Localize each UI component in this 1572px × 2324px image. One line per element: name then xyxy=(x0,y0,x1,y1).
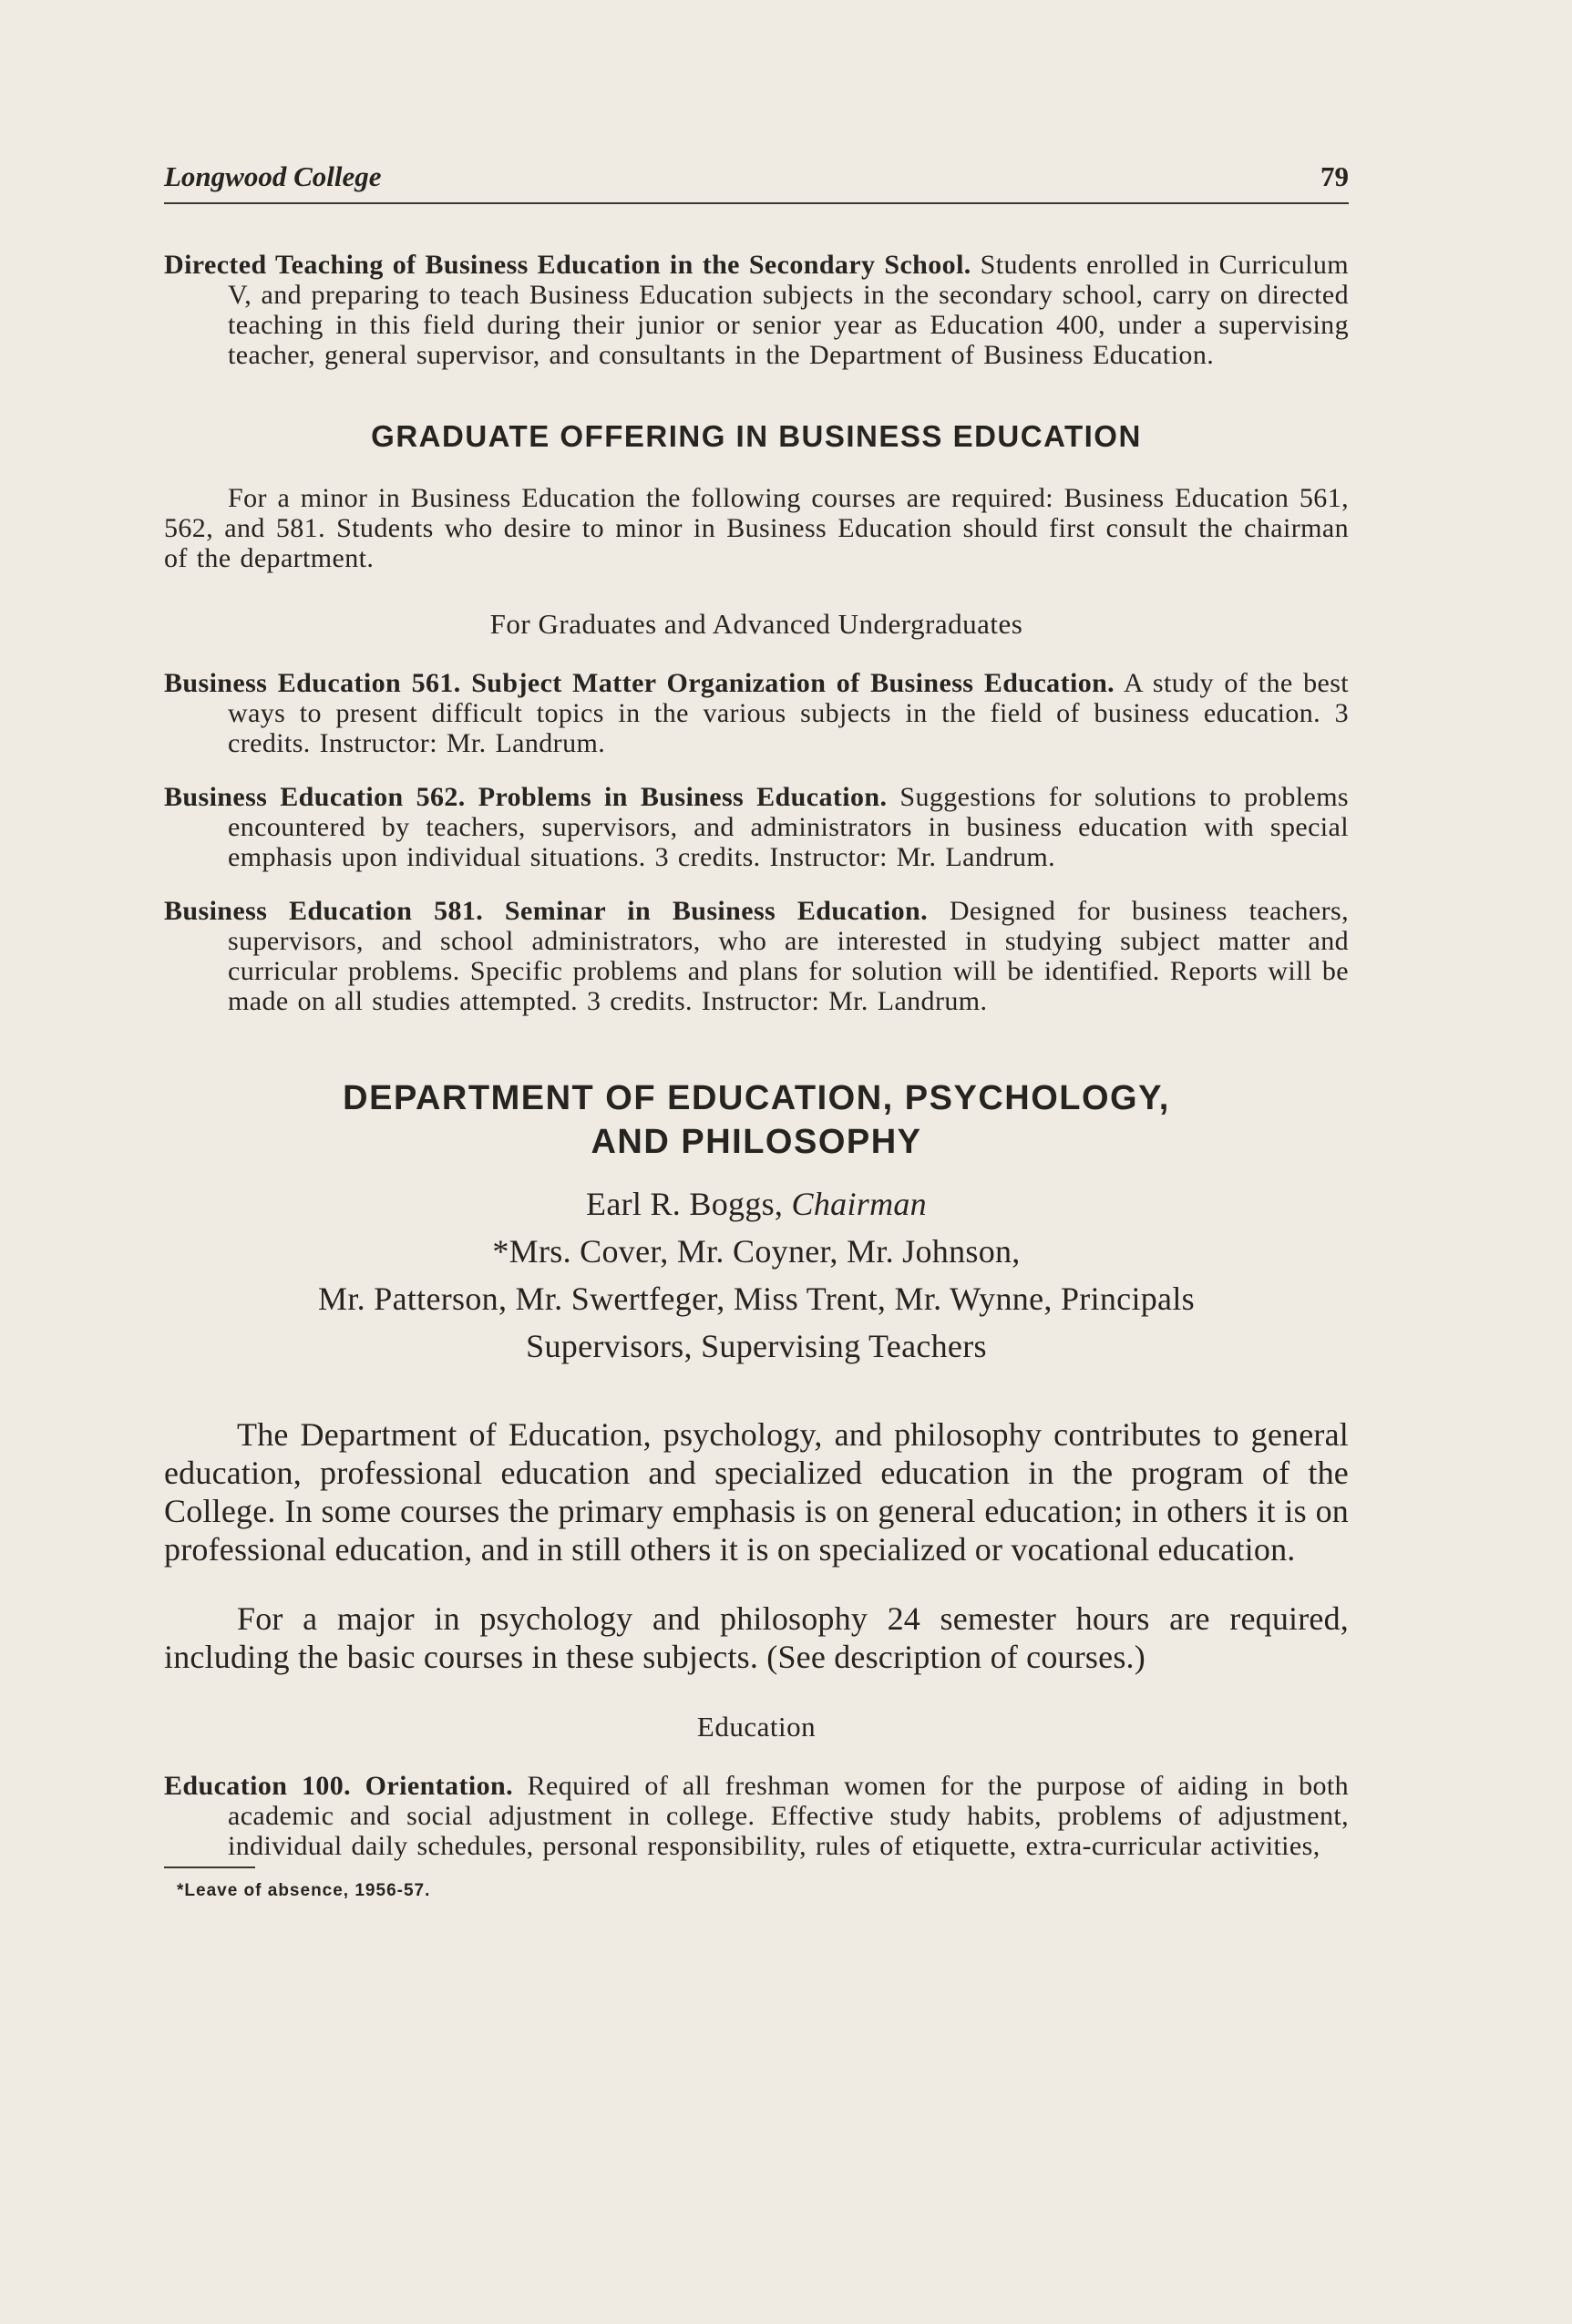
graduates-subheading: For Graduates and Advanced Undergraduates xyxy=(489,608,1023,640)
chair-role: Chairman xyxy=(791,1186,927,1222)
graduate-offering-paragraph: For a minor in Business Education the following courses are required: Business Education 561, 562, and 581. Students who desire to minor in Business Education should first consult the chairman of the department. xyxy=(164,483,1349,573)
course-heading: Business Education 581. Seminar in Business Education. xyxy=(164,896,929,926)
course-entry-562 xyxy=(164,782,1349,872)
course-description: Required of all freshman women for the purpose of aiding in both academic and social adjustment in college. Effective study habits, problems of adjustment, individual daily schedules, personal responsibility, rules of etiquette, extra-curricular activities, xyxy=(228,1771,1349,1861)
education-subheading: Education xyxy=(696,1711,817,1743)
department-chair xyxy=(164,1180,1349,1228)
course-heading: Directed Teaching of Business Education in the Secondary School. xyxy=(164,250,971,280)
department-paragraph-2: For a major in psychology and philosophy 24 semester hours are required, including the basic courses in these subjects. (See description of courses.) xyxy=(164,1600,1349,1675)
staff-line-1: *Mrs. Cover, Mr. Coyner, Mr. Johnson, xyxy=(492,1233,1021,1270)
course-heading: Business Education 562. Problems in Business Education. xyxy=(164,782,888,812)
department-heading xyxy=(164,1076,1349,1164)
course-entry-581 xyxy=(164,896,1349,1016)
department-heading-line2: AND PHILOSOPHY xyxy=(591,1123,922,1161)
course-description: Students enrolled in Curriculum V, and preparing to teach Business Education subjects in the secondary school, carry on directed teaching in this field during their junior or senior year as Education 400, under a supervising teacher, general supervisor, and consultants in the Department of Business Education. xyxy=(228,250,1349,370)
page-content xyxy=(164,160,1349,1901)
course-entry-education-100 xyxy=(164,1771,1349,1861)
course-description: A study of the best ways to present difficult topics in the various subjects in the field of business education. 3 credits. Instructor: Mr. Landrum. xyxy=(228,668,1350,758)
footnote: *Leave of absence, 1956-57. xyxy=(177,1881,431,1900)
staff-line-2: Mr. Patterson, Mr. Swertfeger, Miss Trent, Mr. Wynne, Principals xyxy=(318,1280,1195,1317)
course-description: Designed for business teachers, supervisors, and school administrators, who are interested in studying subject matter and curricular problems. Specific problems and plans for solution will be identified. Reports will be made on all studies attempted. 3 credits. Instructor: Mr. Landrum. xyxy=(228,896,1349,1016)
footnote-rule xyxy=(164,1866,255,1868)
course-heading: Education 100. Orientation. xyxy=(164,1771,513,1801)
chair-name: Earl R. Boggs, xyxy=(586,1186,784,1222)
page-number: 79 xyxy=(1320,160,1349,192)
course-heading: Business Education 561. Subject Matter Organization of Business Education. xyxy=(164,668,1115,698)
running-header-title: Longwood College xyxy=(164,160,382,192)
graduate-offering-heading: GRADUATE OFFERING IN BUSINESS EDUCATION xyxy=(371,419,1142,453)
department-staff xyxy=(164,1180,1349,1370)
department-heading-line1: DEPARTMENT OF EDUCATION, PSYCHOLOGY, xyxy=(343,1079,1170,1117)
running-header xyxy=(164,160,1349,204)
department-paragraph-1: The Department of Education, psychology, and philosophy contributes to general education, professional education and specialized education in the program of the College. In some courses the primary emphasis is on general education; in others it is on professional education, and in still others it is on specialized or vocational education. xyxy=(164,1416,1349,1568)
course-entry-directed-teaching xyxy=(164,250,1349,370)
staff-line-3: Supervisors, Supervising Teachers xyxy=(526,1328,987,1364)
course-description: Suggestions for solutions to problems encountered by teachers, supervisors, and administrators in business education with special emphasis upon individual situations. 3 credits. Instructor: Mr. Landrum. xyxy=(228,782,1350,872)
course-entry-561 xyxy=(164,668,1349,758)
